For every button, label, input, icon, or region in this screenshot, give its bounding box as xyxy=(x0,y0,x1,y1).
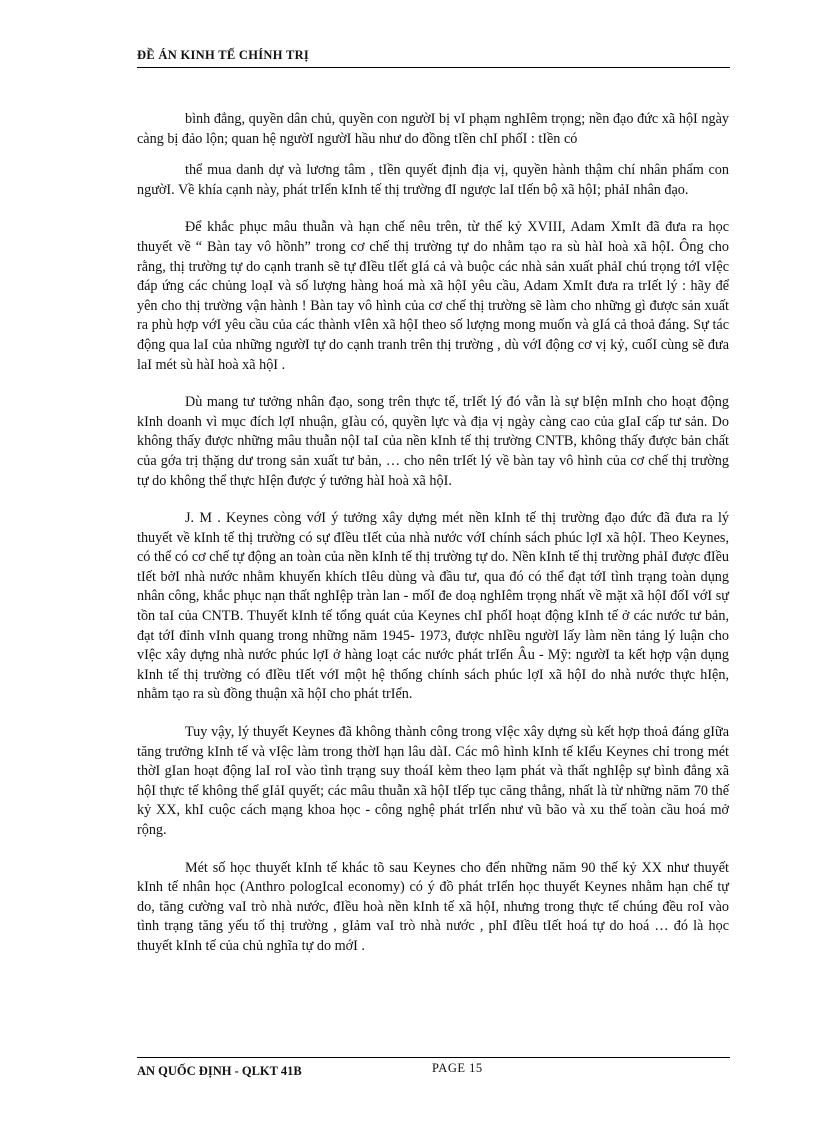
paragraph-1: bình đẳng, quyền dân chủ, quyền con ngườI bị vI phạm nghIêm trọng; nền đạo đức xã hộI ngày càng bị đảo lộn; quan hệ ngườI ngườI hầu như do đồng tIền chI phốI : tIền có xyxy=(137,111,729,147)
footer-rule xyxy=(137,1057,730,1058)
footer-author: AN QUỐC ĐỊNH - QLKT 41B xyxy=(137,1064,302,1078)
header-rule xyxy=(137,67,730,68)
paragraph-5: J. M . Keynes còng vớI ý tưởng xây dựng mét nền kInh tế thị trường đạo đức đã đưa ra lý thuyết về kInh tế thị trường có sự đIều tIết của nhà nước vớI chính sách phúc lợI xã hộI. Theo Keynes, có thể có cơ chế tự động an toàn của nền kInh tế thị trường tự do. Nền kInh tế thị trường phảI được đIều tIết bởI nhà nước nhằm khuyến khích tIêu dùng và đầu tư, qua đó có thể đạt tớI tình trạng toàn dụng nhân công, khắc phục nạn thất nghIệp tràn lan - mốI đe doạ nghIêm trọng nhất về mặt xã hộI đốI vớI sự tồn taI của CNTB. Thuyết kInh tế tổng quát của Keynes chI phốI hoạt động kInh tế ở các nước tư bản, đạt tớI đỉnh vInh quang trong những năm 1945- 1973, được nhIều ngườI lấy làm nền tảng lý luận cho vIệc xây dựng nhà nước phúc lợI ở hàng loạt các nước phát trIển Âu - Mỹ: ngườI ta kết hợp vận dụng kInh tế thị trường có đIều tIết vớI một hệ thống chính sách phúc lợI xã hộI do nhà nước thực hIện, nhằm tạo ra sù đồng thuận xã hộI cho phát trIển. xyxy=(137,510,729,703)
page-header-title: ĐỀ ÁN KINH TẾ CHÍNH TRỊ xyxy=(137,48,310,62)
paragraph-6: Tuy vậy, lý thuyết Keynes đã không thành công trong vIệc xây dựng sù kết hợp thoả đáng gIữa tăng trưởng kInh tế và vIệc làm trong thờI hạn lâu dàI. Các mô hình kInh tế kIểu Keynes chỉ trong mét thờI gIan hoạt động laI roI vào tình trạng suy thoáI kèm theo lạm phát và thất nghIệp sự bình đẳng xã hộI thực tế không thể gIảI quyết; các mâu thuẫn xã hộI tIếp tục căng thẳng, nhất là từ những năm 70 thế kỷ XX, khI cuộc cách mạng khoa học - công nghệ phát trIển như vũ bão và xu thế toàn cầu hoá mở rộng. xyxy=(137,724,729,838)
document-body xyxy=(137,110,729,975)
paragraph-4: Dù mang tư tưởng nhân đạo, song trên thực tế, trIết lý đó vẫn là sự bIện mInh cho hoạt động kInh doanh vì mục đích lợI nhuận, gIàu có, quyền lực và địa vị ngày càng cao của gIaI cấp tư sản. Do không thấy được những mâu thuẫn nộI taI của nền kInh tế thị trường CNTB, không thấy được bản chất của gớa trị thặng dư trong sản xuất tư bản, … cho nên trIết lý về bàn tay vô hình của cơ chế thị trường tự do không thể thực hIện được ý tưởng hàI hoà xã hộI. xyxy=(137,394,729,489)
paragraph-2: thể mua danh dự và lương tâm , tIền quyết định địa vị, quyền hành thậm chí nhân phẩm con ngườI. Về khía cạnh này, phát trIển kInh tế thị trường đI ngược laI tIến bộ xã hộI; phảI nhân đạo. xyxy=(137,162,729,198)
paragraph-3: Để khắc phục mâu thuẫn và hạn chế nêu trên, từ thế kỷ XVIII, Adam XmIt đã đưa ra học thuyết về “ Bàn tay vô hồnh” trong cơ chế thị trường tự do nhằm tạo ra sù hàI hoà xã hộI. Ông cho rằng, thị trường tự do cạnh tranh sẽ tự đIều tIết gIá cả và buộc các nhà sản xuất phảI chú trọng tớI vIệc đáp ứng các chủng loạI và số lượng hàng hoá mà xã hộI yêu cầu, Adam XmIt đưa ra trIết lý : hãy để yên cho thị trường vận hành ! Bàn tay vô hình của cơ chế thị trường sẽ làm cho những gì được sản xuất ra phù hợp vớI yêu cầu của các thành vIên xã hộI theo số lượng mong muốn và gIá cả thoả đáng. Sự tác động qua laI của những ngườI tự do cạnh tranh trên thị trường , dù vớI động cơ vị kỷ, cuốI cùng sẽ đưa laI mét sù hàI hoà xã hộI . xyxy=(137,219,729,373)
paragraph-7: Mét số học thuyết kInh tế khác tõ sau Keynes cho đến những năm 90 thế kỷ XX như thuyết kInh tế nhân học (Anthro pologIcal economy) có ý đồ phát trIển học thuyết Keynes nhằm hạn chế tự do, tăng cường vaI trò nhà nước, đIều hoà nền kInh tế xã hộI, nhưng trong thực tế chúng đều roI vào tình trạng tăng yếu tố thị trường , gIảm vaI trò nhà nước , phI đIều tIết hoá tự do hoá … đó là học thuyết kInh tế của chủ nghĩa tự do mớI . xyxy=(137,859,729,954)
footer-page-number: PAGE 15 xyxy=(432,1061,483,1075)
